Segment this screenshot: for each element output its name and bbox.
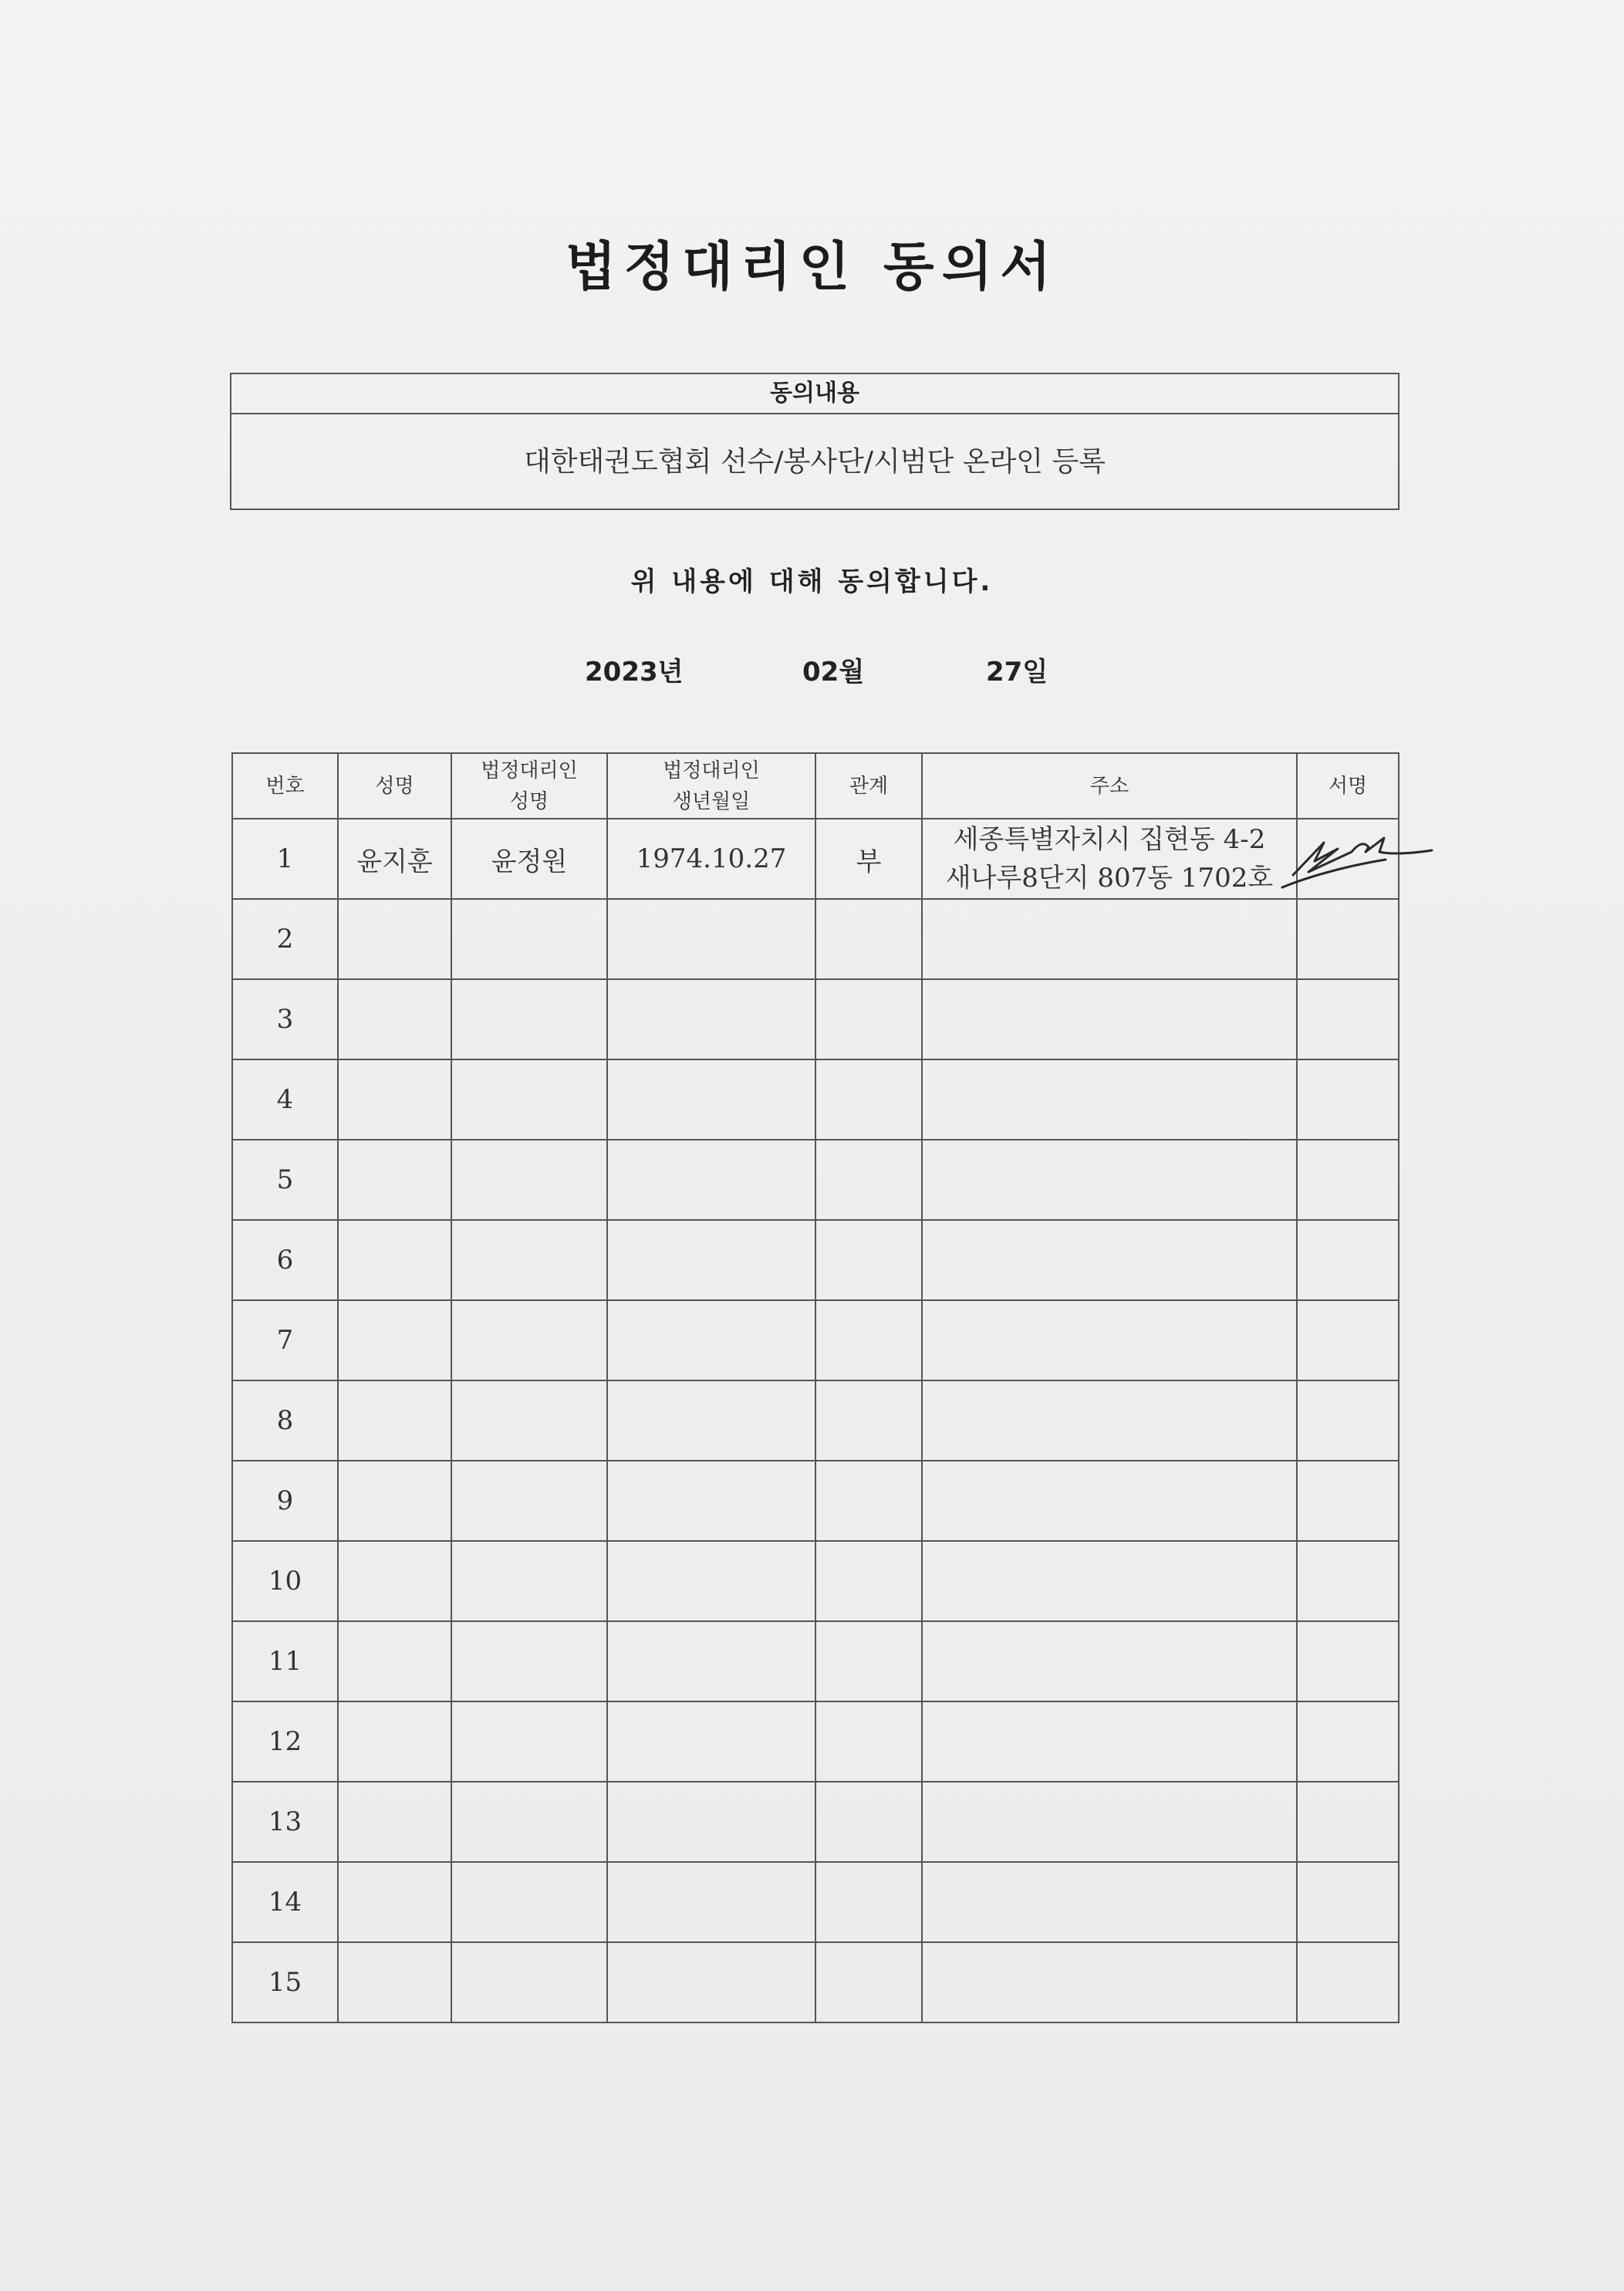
row-address-line2: 새나루8단지 807동 1702호 — [945, 863, 1274, 894]
row-no: 12 — [232, 1701, 338, 1782]
row-no: 10 — [232, 1541, 338, 1621]
row-no: 4 — [232, 1059, 338, 1140]
header-relation: 관계 — [815, 753, 922, 819]
header-no: 번호 — [232, 753, 338, 819]
table-row — [232, 1380, 1399, 1461]
header-guardian-name-line2: 성명 — [509, 789, 549, 813]
row-no: 11 — [232, 1621, 338, 1701]
row-no: 1 — [232, 819, 338, 899]
row-no: 5 — [232, 1140, 338, 1220]
agree-statement: 위 내용에 대해 동의합니다. — [630, 566, 994, 597]
row-no: 14 — [232, 1862, 338, 1942]
header-guardian-name-line1: 법정대리인 — [481, 759, 578, 782]
header-guardian-name — [451, 753, 607, 819]
guardian-table — [231, 752, 1399, 2023]
row-no: 8 — [232, 1380, 338, 1461]
header-signature: 서명 — [1297, 753, 1399, 819]
header-address: 주소 — [922, 753, 1297, 819]
row-guardian-birth: 1974.10.27 — [607, 819, 815, 899]
row-no: 13 — [232, 1782, 338, 1862]
table-row — [232, 979, 1399, 1059]
consent-content: 대한태권도협회 선수/봉사단/시범단 온라인 등록 — [523, 446, 1106, 478]
table-row — [232, 1541, 1399, 1621]
row-no: 6 — [232, 1220, 338, 1300]
table-row — [232, 1782, 1399, 1862]
table-row — [232, 1140, 1399, 1220]
row-no: 3 — [232, 979, 338, 1059]
table-row — [232, 1300, 1399, 1380]
table-header-row — [232, 753, 1399, 819]
row-address-line1: 세종특별자치시 집현동 4-2 — [953, 824, 1266, 855]
row-relation: 부 — [815, 819, 922, 899]
table-row — [232, 1220, 1399, 1300]
header-guardian-birth — [607, 753, 815, 819]
document-title: 법정대리인 동의서 — [565, 237, 1059, 298]
header-guardian-birth-line2: 생년월일 — [672, 789, 751, 813]
consent-box — [230, 373, 1399, 510]
consent-heading: 동의내용 — [231, 374, 1398, 414]
table-row — [232, 1942, 1399, 2022]
row-name: 윤지훈 — [338, 819, 451, 899]
date-day: 27일 — [986, 657, 1048, 688]
table-row — [232, 899, 1399, 979]
row-no: 2 — [232, 899, 338, 979]
table-row — [232, 1621, 1399, 1701]
table-row — [232, 819, 1399, 899]
row-no: 15 — [232, 1942, 338, 2022]
table-row — [232, 1701, 1399, 1782]
row-signature — [1297, 819, 1399, 899]
header-guardian-birth-line1: 법정대리인 — [663, 759, 760, 782]
table-row — [232, 1862, 1399, 1942]
table-row — [232, 1461, 1399, 1541]
row-address — [922, 819, 1297, 899]
handwritten-signature — [1278, 821, 1463, 898]
date-year: 2023년 — [585, 657, 684, 688]
row-guardian-name: 윤정원 — [451, 819, 607, 899]
table-row — [232, 1059, 1399, 1140]
row-no: 9 — [232, 1461, 338, 1541]
header-name: 성명 — [338, 753, 451, 819]
date-month: 02월 — [802, 657, 865, 688]
row-no: 7 — [232, 1300, 338, 1380]
